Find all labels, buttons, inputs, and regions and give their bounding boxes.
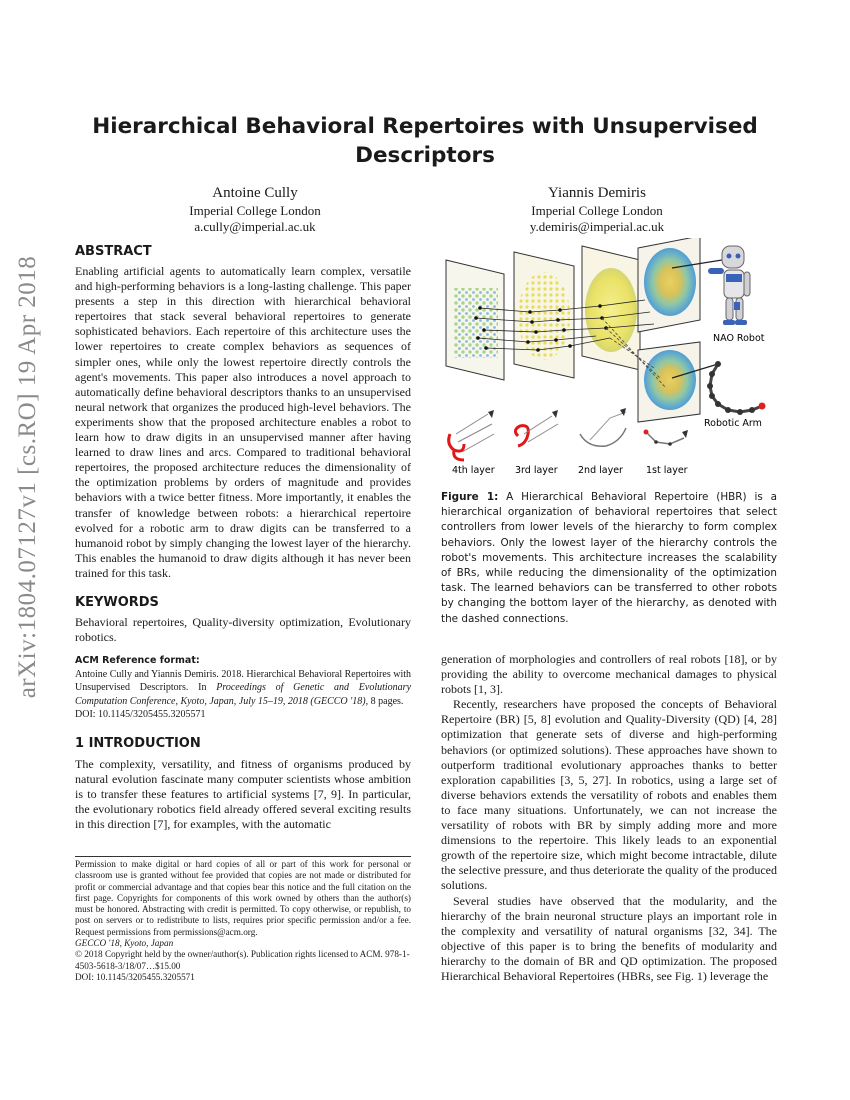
footnote-doi: DOI: 10.1145/3205455.3205571 (75, 971, 195, 982)
figure-caption (441, 490, 777, 627)
layer-label-4: 4th layer (452, 465, 495, 476)
abstract-heading: ABSTRACT (75, 244, 152, 259)
intro-heading: 1 INTRODUCTION (75, 735, 201, 751)
copyright-line: © 2018 Copyright held by the owner/author(s). Publication rights licensed to ACM. 978-1-4503-5618-3/18/07…$15.00 (75, 949, 410, 971)
layer-drawing-2 (580, 408, 626, 446)
layer-drawing-1 (644, 430, 689, 446)
repertoire-disc (644, 350, 696, 410)
acm-ref-body (75, 668, 411, 709)
conference-line: GECCO '18, Kyoto, Japan (75, 938, 174, 949)
robotic-arm-label: Robotic Arm (704, 418, 762, 429)
author-block-1 (155, 184, 355, 235)
nao-robot-label: NAO Robot (713, 333, 765, 344)
arxiv-id: arXiv:1804.07127v1 [cs.RO] 19 Apr 2018 (14, 255, 41, 699)
left-column (75, 244, 411, 832)
repertoire-dots (454, 288, 498, 358)
acm-reference (75, 654, 411, 722)
intro-paragraph-3: Several studies have observed that the modularity, and the hierarchy of the brain neuronal structure plays an important role in the complexity and versatility of natural organisms [32, 34]. The objective of this paper is to bring the benefits of modularity and hierarchy to the domain of BR and QD optimization. The proposed Hierarchical Behavioral Repertoires (HBRs, see Fig. 1) leverage the (441, 893, 777, 983)
layer-label-2: 2nd layer (578, 465, 623, 476)
acm-ref-authors: Antoine Cully and Yiannis Demiris. 2018. Hierarchical Behavioral Repertoires with Unsupervised Descriptors. In (75, 668, 411, 694)
caption-label: Figure 1: (441, 491, 499, 503)
layer-label-1: 1st layer (646, 465, 688, 476)
footnote (75, 856, 411, 983)
repertoire-disc (644, 248, 696, 316)
acm-ref-doi: DOI: 10.1145/3205455.3205571 (75, 709, 206, 721)
intro-paragraph-2: Recently, researchers have proposed the concepts of Behavioral Repertoire (BR) [5, 8] evolution and Quality-Diversity (QD) [4, 28] optimization that generate sets of diverse and high-performing behaviors (or optimized solutions). These approaches have shown to outperform traditional evolutionary approaches thanks to better exploration capabilities [3, 5, 27]. In robotics, using a large set of diverse behaviors extends the versatility of robots and enables them to face many situations. Unfortunately, we can not increase the versatility of robots with BR by simply adding more and more dimensions to the repertoire. This likely leads to an exponential growth of the repertoire size, which might become intractable, dilute the selective pressure, and thus deteriorate the quality of the produced solutions. (441, 697, 777, 893)
author-affiliation: Imperial College London (189, 203, 321, 218)
keywords-text: Behavioral repertoires, Quality-diversity optimization, Evolutionary robotics. (75, 614, 411, 645)
keywords-heading: KEYWORDS (75, 594, 159, 610)
author-name: Yiannis Demiris (548, 185, 646, 201)
author-name: Antoine Cully (212, 185, 298, 201)
intro-text: The complexity, versatility, and fitness of organisms produced by natural evolution fascinate many computer scientists whose ambition is to transfer these features to artificial systems [7, 9]. In particular, the evolutionary robotics field already offered several exciting results in this direction [7], for examples, with the automatic (75, 756, 411, 832)
arxiv-sidebar (8, 255, 48, 699)
permission-text: Permission to make digital or hard copies of all or part of this work for personal or classroom use is granted without fee provided that copies are not made or distributed for profit or commercial advantage and that copies bear this notice and the full citation on the first page. Copyrights for components of this work owned by others than the author(s) must be honored. Abstracting with credit is permitted. To copy otherwise, or republish, to post on servers or to redistribute to lists, requires prior specific permission and/or a fee. Request permissions from permissions@acm.org. (75, 859, 411, 937)
caption-text: A Hierarchical Behavioral Repertoire (HBR) is a hierarchical organization of behavioral repertoires that select controllers from lower levels of the hierarchy to form complex behaviors. Only the lowest layer of the hierarchy controls the robot's movements. This architecture increases the scalability of BRs, while reducing the dimensionality of the optimization task. The learned behaviors can be transferred to other robots by changing the bottom layer of the hierarchy, as denoted with the dashed connections. (441, 491, 777, 625)
acm-ref-venue: Proceedings of Genetic and Evolutionary Computation Conference, Kyoto, Japan, July 15–19, 2018 (GECCO '18) (75, 682, 412, 707)
repertoire-disc (585, 268, 637, 352)
author-block-2 (497, 184, 697, 235)
author-email: a.cully@imperial.ac.uk (194, 219, 316, 234)
abstract-text: Enabling artificial agents to automatically learn complex, versatile and high-performing behaviors is a long-lasting challenge. This paper presents a step in this direction with hierarchical behavioral repertoires that stack several behavioral repertoires to generate sophisticated behaviors. Each repertoire of this architecture uses the lower repertoires to create complex behaviors as sequences of simpler ones, while only the lowest repertoire directly controls the agent's movements. This paper also introduces a novel approach to automatically define behavioral descriptors thanks to an unsupervised neural network that organizes the produced high-level behaviors. The experiments show that the proposed architecture enables a robot to learn how to draw digits in an unsupervised manner after having learned to draw lines and arcs. Compared to traditional behavioral repertoires, the proposed architecture reduces the dimensionality of the optimization problems by orders of magnitude and provides behaviors with a twice better fitness. More importantly, it enables the transfer of knowledge between robots: a hierarchical repertoire evolved for a robotic arm to draw digits can be transferred to a humanoid robot by simply changing the lowest layer of the hierarchy. This enables the humanoid to draw digits although it has never been trained for this task. (75, 264, 411, 580)
layer-label-3: 3rd layer (515, 465, 558, 476)
paper-title: Hierarchical Behavioral Repertoires with Unsupervised Descriptors (92, 114, 758, 168)
author-email: y.demiris@imperial.ac.uk (529, 219, 665, 234)
figure-1 (440, 238, 780, 483)
acm-ref-pages: , 8 pages. (365, 695, 404, 707)
intro-paragraph-1: generation of morphologies and controllers of real robots [18], or by providing the ability to overcome mechanical damages to physical robots [1, 3]. (441, 652, 777, 697)
layer-drawing-4 (449, 410, 494, 460)
author-affiliation: Imperial College London (531, 203, 663, 218)
acm-ref-heading: ACM Reference format: (75, 655, 200, 667)
layer-drawing-3 (515, 410, 558, 446)
right-column (441, 652, 777, 984)
